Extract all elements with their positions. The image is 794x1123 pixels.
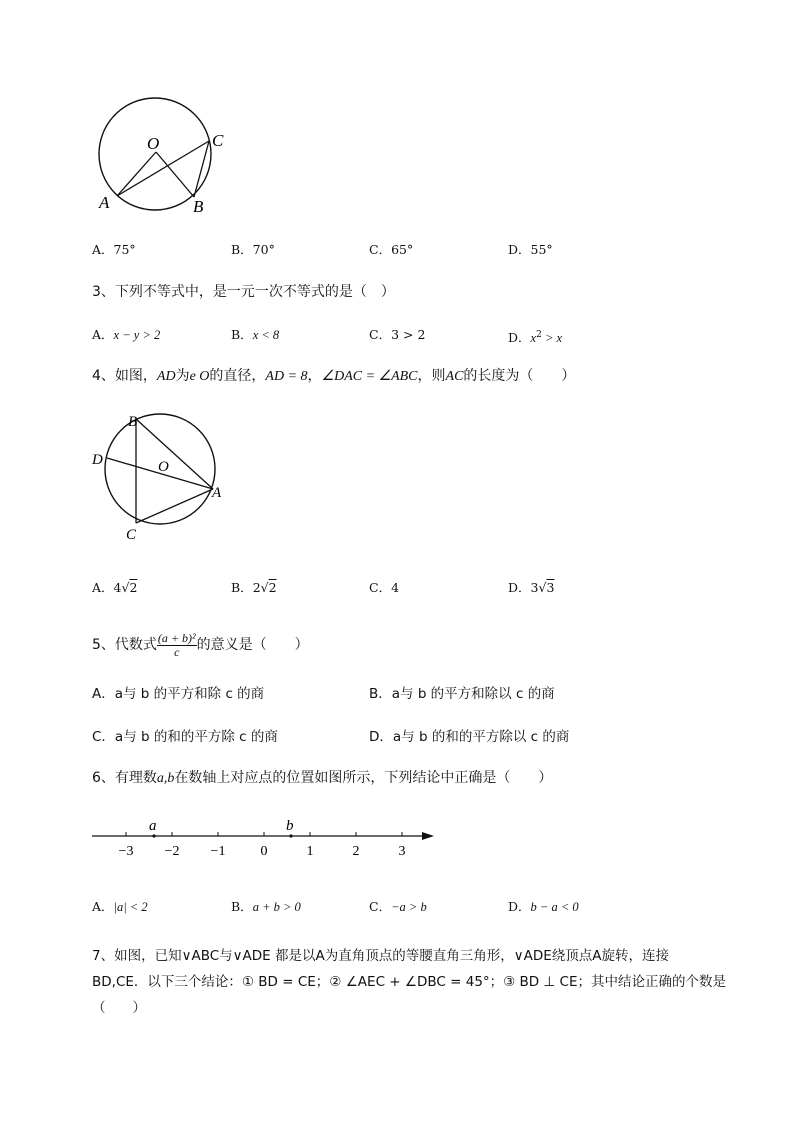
q6-tick-label: 3 xyxy=(398,844,406,859)
q5-option-d: D．a与 b 的和的平方除以 c 的商 xyxy=(369,729,570,745)
q4-stem-cond2: ∠DAC = ∠ABC xyxy=(321,369,418,384)
q6-point-b-label: b xyxy=(286,818,294,834)
q4-label-c: C xyxy=(126,527,137,543)
q2-label-a: A xyxy=(99,193,110,212)
q4-option-b-radicand: 2 xyxy=(268,580,277,595)
q4-stem-cond1: AD = 8 xyxy=(265,369,308,384)
q6-option-a xyxy=(92,899,148,915)
q6-tick-label: 2 xyxy=(352,844,360,859)
q4-stem-6: 的长度为（ ） xyxy=(463,368,576,384)
q2-segment-bc xyxy=(194,141,209,197)
q4-label-b: B xyxy=(128,414,138,430)
q4-stem-3: 的直径， xyxy=(209,368,266,384)
q2-option-d: D．55° xyxy=(508,242,553,257)
q5-stem-1: 5、代数式 xyxy=(92,637,157,653)
q4-stem xyxy=(92,366,575,387)
q4-option-a-coef: 4 xyxy=(113,580,122,595)
q7-line-3: （ ） xyxy=(92,1000,146,1016)
q3-option-c-letter: C． xyxy=(369,327,392,342)
q6-tick-label: −2 xyxy=(164,844,180,859)
q6-stem xyxy=(92,768,552,789)
q2-label-o: O xyxy=(147,134,160,153)
q6-stem-2: 在数轴上对应点的位置如图所示，下列结论中正确是（ ） xyxy=(174,770,553,786)
q4-option-a-radicand: 2 xyxy=(129,580,138,595)
q3-option-a xyxy=(92,327,160,343)
q5-option-a: A．a与 b 的平方和除 c 的商 xyxy=(92,686,265,702)
q2-label-c: C xyxy=(212,131,224,150)
q4-option-a xyxy=(92,580,137,596)
q6-option-d-expr: b − a < 0 xyxy=(530,900,579,914)
q4-option-c-letter: C． xyxy=(369,580,392,595)
q4-option-c-value: 4 xyxy=(391,580,400,595)
q4-option-d-coef: 3 xyxy=(530,580,539,595)
q3-option-d xyxy=(508,327,562,346)
q6-option-c-letter: C． xyxy=(369,899,392,914)
q2-segment-ao xyxy=(117,152,156,196)
q4-option-d xyxy=(508,580,554,596)
q5-stem-2: 的意义是（ ） xyxy=(196,637,309,653)
q4-stem-circle: e O xyxy=(189,369,210,384)
q4-option-d-letter: D． xyxy=(508,580,531,595)
q4-option-b-coef: 2 xyxy=(252,580,261,595)
q4-segment-ba xyxy=(136,419,213,489)
q4-option-a-radical: √2 xyxy=(121,580,138,595)
q2-segment-ac xyxy=(117,141,209,196)
q3-option-c-expr: 3 > 2 xyxy=(391,327,426,342)
q6-option-b xyxy=(231,899,301,915)
q6-point-a-label: a xyxy=(149,818,157,834)
q6-option-a-letter: A． xyxy=(92,899,114,914)
q6-point-b-dot xyxy=(289,834,292,837)
q4-option-d-radical: √3 xyxy=(538,580,555,595)
q4-stem-2: 为 xyxy=(175,368,190,384)
q6-stem-vars: a,b xyxy=(156,771,175,786)
q2-segment-ob xyxy=(156,152,194,197)
q6-option-b-expr: a + b > 0 xyxy=(252,900,301,914)
q3-option-b xyxy=(231,327,279,343)
q6-tick-label: 1 xyxy=(306,844,314,859)
q3-option-c xyxy=(369,327,425,343)
q6-option-d xyxy=(508,899,579,915)
q4-stem-ac: AC xyxy=(445,369,464,384)
q6-option-d-letter: D． xyxy=(508,899,531,914)
q6-number-line xyxy=(88,812,438,862)
q4-label-o: O xyxy=(158,459,169,475)
q3-option-a-letter: A． xyxy=(92,327,114,342)
q5-fraction-numerator: (a + b)² xyxy=(157,630,196,645)
q3-option-d-base: x xyxy=(530,331,537,346)
q2-circle-figure xyxy=(90,92,240,222)
q4-circle-figure xyxy=(88,408,238,546)
q4-stem-ad: AD xyxy=(156,369,176,384)
q4-label-a: A xyxy=(212,485,222,501)
q4-stem-4: ， xyxy=(307,368,322,384)
q2-label-b: B xyxy=(193,197,204,216)
q6-option-c xyxy=(369,899,427,915)
q4-option-c xyxy=(369,580,399,596)
q6-tick-label: −3 xyxy=(118,844,134,859)
q2-option-b: B．70° xyxy=(231,242,275,257)
q7-line-1: 7、如图，已知∨ABC与∨ADE 都是以A为直角顶点的等腰直角三角形，∨ADE绕顶点A旋转，连接 xyxy=(92,948,669,964)
q6-axis-arrow-icon xyxy=(422,832,434,840)
q3-stem: 3、下列不等式中，是一元一次不等式的是（ ） xyxy=(92,284,395,300)
q4-label-d: D xyxy=(92,452,103,468)
q4-option-d-radicand: 3 xyxy=(546,580,555,595)
q6-tick-label: −1 xyxy=(210,844,226,859)
q4-option-b xyxy=(231,580,277,596)
q7-line-2: BD,CE．以下三个结论：① BD = CE；② ∠AEC + ∠DBC = 45°；③ BD ⊥ CE；其中结论正确的个数是 xyxy=(92,974,727,990)
q5-fraction-denominator: c xyxy=(174,644,180,659)
q5-stem xyxy=(92,627,309,663)
q6-option-b-letter: B． xyxy=(231,899,253,914)
q3-option-d-letter: D． xyxy=(508,330,531,346)
q5-option-c: C．a与 b 的和的平方除 c 的商 xyxy=(92,729,278,745)
q2-option-a: A．75° xyxy=(92,242,136,257)
q5-option-b: B．a与 b 的平方和除以 c 的商 xyxy=(369,686,555,702)
q4-stem-1: 4、如图， xyxy=(92,368,157,384)
q6-stem-1: 6、有理数 xyxy=(92,770,157,786)
q4-option-a-letter: A． xyxy=(92,580,114,595)
q5-fraction xyxy=(157,632,197,659)
q6-point-a-dot xyxy=(152,834,155,837)
q3-option-b-letter: B． xyxy=(231,327,253,342)
q4-option-b-radical: √2 xyxy=(260,580,277,595)
q2-option-c: C．65° xyxy=(369,242,414,257)
q3-option-d-rest: > x xyxy=(541,331,563,346)
q3-option-d-sup: 2 xyxy=(536,330,542,340)
q6-tick-label: 0 xyxy=(260,844,268,859)
q3-option-b-expr: x < 8 xyxy=(252,328,280,342)
q6-option-a-expr: |a| < 2 xyxy=(113,900,148,914)
q4-option-b-letter: B． xyxy=(231,580,253,595)
q6-option-c-expr: −a > b xyxy=(391,900,427,914)
q4-stem-5: ，则 xyxy=(417,368,446,384)
q3-option-a-expr: x − y > 2 xyxy=(113,328,161,342)
